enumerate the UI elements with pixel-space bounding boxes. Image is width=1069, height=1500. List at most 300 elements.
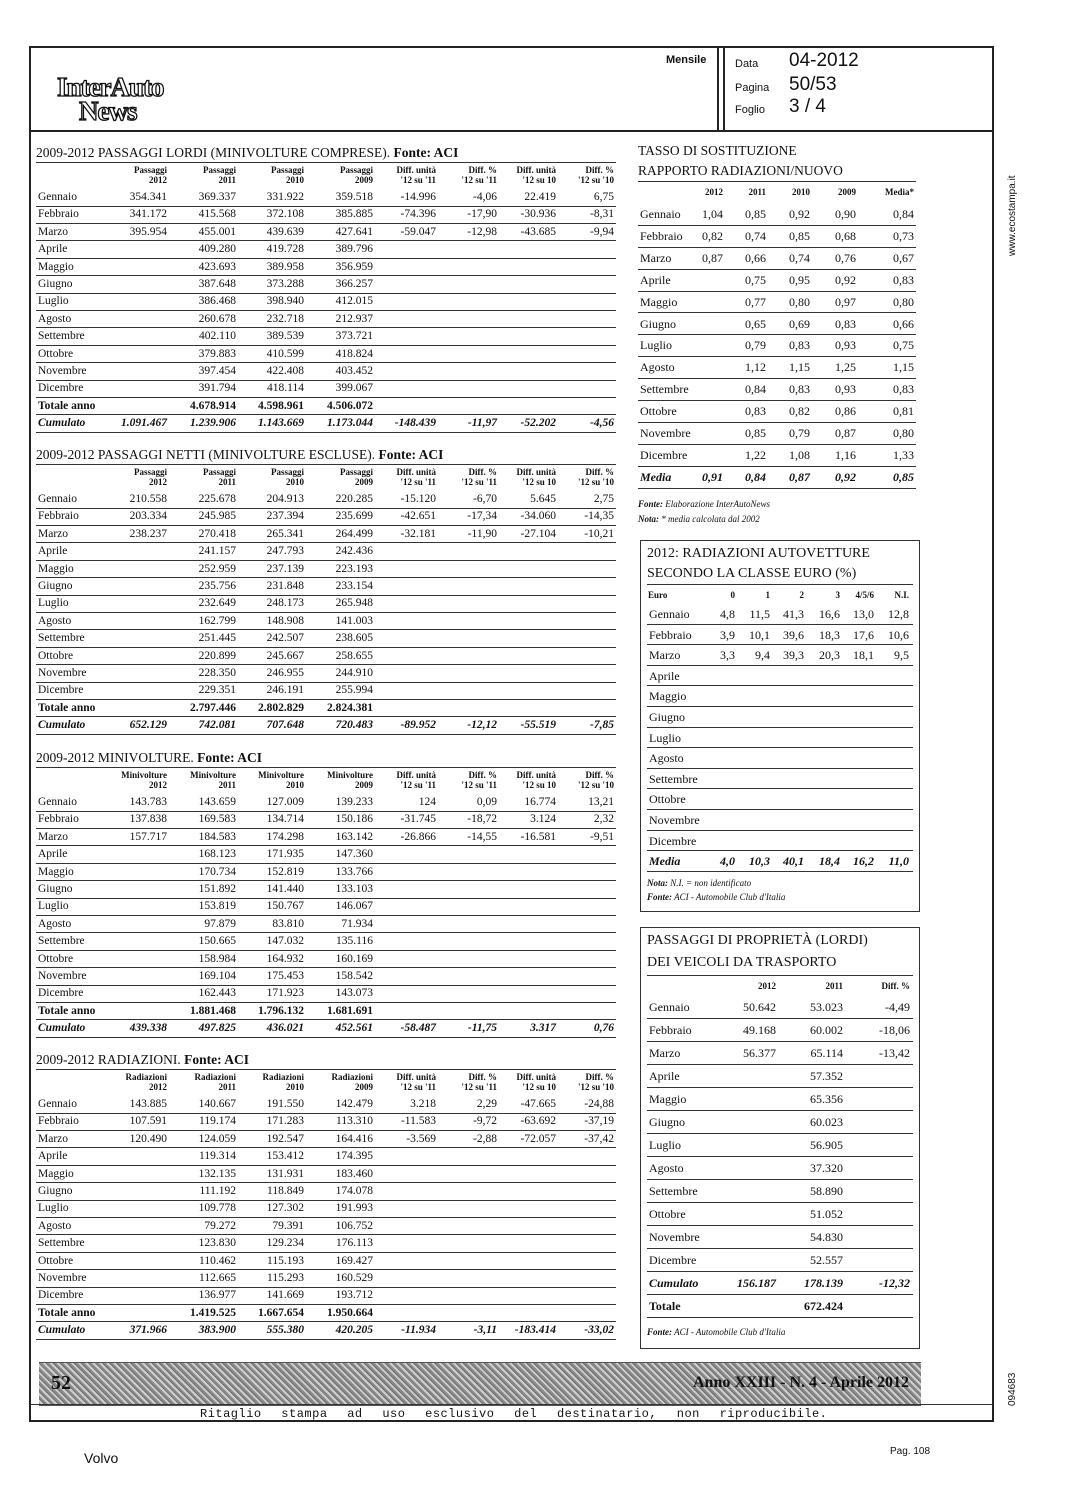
table-cell: 176.113 [336, 1237, 373, 1250]
table-cell: 162.799 [198, 614, 236, 627]
euro-column-header: N.I. [894, 590, 909, 600]
table-cell: 79.272 [204, 1219, 236, 1232]
table-row [36, 846, 616, 864]
row-label: Cumulato [38, 1324, 86, 1337]
table-cell: -9,72 [473, 1115, 497, 1128]
table-cell: -12,98 [467, 225, 497, 238]
table-cell: 270.418 [198, 527, 236, 540]
table-cell: 231.848 [266, 580, 304, 592]
issue-info: Anno XXIII - N. 4 - Aprile 2012 [692, 1374, 909, 1391]
euro-row [647, 625, 913, 646]
ritaglio-notice: Ritaglio stampa ad uso esclusivo del destinatario, non riproducibile. [200, 1407, 828, 1421]
tasso-row [638, 379, 916, 401]
euro-row [647, 851, 913, 872]
euro-column-header: 3 [835, 590, 840, 600]
table-cell: 6,75 [593, 191, 614, 203]
table-cell: 255.994 [335, 684, 373, 697]
proprieta-cell: 57.352 [810, 1069, 843, 1083]
table-cell: 386.468 [198, 295, 236, 308]
table-cell: 174.395 [335, 1150, 373, 1163]
table-cell: -37,19 [584, 1115, 614, 1128]
tasso-cell: 0,69 [789, 316, 810, 331]
euro-row-label: Marzo [649, 648, 681, 663]
tasso-cell: 1,33 [893, 447, 914, 462]
column-header-line2: '12 su '11 [400, 780, 436, 790]
table-cell: 439.338 [129, 1022, 167, 1035]
foglio-value: 3 / 4 [789, 96, 826, 117]
table-row [36, 1200, 616, 1218]
column-header-line1: Diff. unità [396, 467, 436, 477]
proprieta-column-header: 2012 [758, 981, 776, 991]
table-cell: 169.583 [198, 813, 236, 826]
column-header-line1: Passaggi [339, 467, 373, 477]
tasso-cell: 0,83 [835, 316, 856, 331]
table-cell: 399.067 [335, 382, 373, 395]
proprieta-row-label: Marzo [649, 1046, 681, 1060]
table-cell: 97.879 [204, 917, 236, 930]
tasso-row-label: Agosto [640, 360, 675, 375]
table-cell: 225.678 [198, 493, 236, 505]
table-cell: 151.892 [198, 883, 236, 895]
table-row [36, 1253, 616, 1271]
row-label: Totale anno [38, 399, 96, 412]
proprieta-cell: 51.052 [810, 1207, 843, 1221]
column-header [92, 165, 167, 185]
column-header-line1: Passaggi [270, 467, 304, 477]
header-info-inner [723, 46, 992, 130]
column-header-line2: '12 su '11 [461, 1082, 497, 1092]
table-cell: -42.651 [400, 510, 436, 523]
table-cell: 220.899 [198, 649, 236, 662]
table-row [36, 1096, 616, 1114]
column-header [92, 770, 167, 790]
euro-nota-label: Nota: [647, 878, 668, 888]
tasso-cell: 0,85 [745, 207, 766, 221]
tasso-cell: 0,87 [789, 469, 810, 484]
table-cell: 389.539 [266, 330, 304, 343]
table-source: Fonte: ACI [184, 1052, 249, 1067]
euro-title-line2: SECONDO LA CLASSE EURO (%) [647, 566, 857, 581]
row-label: Novembre [38, 970, 87, 982]
column-header-line1: Passaggi [133, 467, 167, 477]
tasso-title-line1: TASSO DI SOSTITUZIONE [638, 143, 797, 158]
euro-row-label: Ottobre [649, 792, 686, 807]
proprieta-row-label: Dicembre [649, 1253, 697, 1267]
proprieta-row [647, 1134, 913, 1157]
tasso-cell: 0,77 [745, 294, 766, 309]
table-cell: 127.009 [266, 796, 304, 808]
table-cell: 4.506.072 [327, 399, 373, 412]
table-cell: 139.233 [335, 796, 373, 808]
proprieta-row [647, 1249, 913, 1272]
table-cell: 371.966 [129, 1324, 167, 1337]
table-cell: 1.667.654 [258, 1306, 304, 1319]
row-label: Settembre [38, 632, 85, 645]
euro-cell: 39,6 [783, 627, 804, 642]
table-cell: 237.139 [266, 562, 304, 575]
table-cell: 158.542 [335, 970, 373, 982]
column-header-line2: '12 su '11 [461, 175, 497, 185]
table-cell: 115.293 [267, 1272, 304, 1284]
table-cell: 142.479 [335, 1098, 373, 1110]
table-cell: -183.414 [514, 1324, 556, 1337]
tasso-row [638, 357, 916, 379]
table-cell: -18,72 [467, 813, 497, 826]
row-label: Cumulato [38, 1022, 86, 1035]
table-cell: 398.940 [266, 295, 304, 308]
row-label: Ottobre [38, 952, 74, 965]
table-cell: 168.123 [198, 848, 236, 861]
table-cell: 132.135 [198, 1167, 236, 1180]
table-cell: 169.427 [335, 1254, 373, 1267]
table-row [36, 1113, 616, 1131]
tasso-row-label: Settembre [640, 382, 689, 397]
tasso-row-label: Giugno [640, 316, 676, 331]
table-cell: 153.412 [266, 1150, 304, 1163]
table-cell: -9,94 [590, 225, 614, 238]
euro-cell: 20,3 [819, 648, 840, 663]
column-header-line1: Diff. unità [516, 1072, 556, 1082]
table-row [36, 491, 616, 509]
table-cell: -89.952 [400, 719, 436, 732]
proprieta-row [647, 1226, 913, 1249]
table-cell: 175.453 [266, 970, 304, 982]
table-cell: 150.767 [266, 900, 304, 913]
euro-cell: 18,4 [819, 854, 840, 869]
table-cell: 1.950.664 [327, 1306, 373, 1319]
tasso-cell: 0,67 [893, 250, 914, 265]
table-cell: 135.116 [336, 935, 373, 948]
table-cell: 153.819 [198, 900, 236, 913]
table-row [36, 811, 616, 829]
table-cell: -3,11 [473, 1324, 497, 1337]
tasso-row [638, 292, 916, 314]
column-header-line1: Radiazioni [331, 1072, 373, 1082]
proprieta-cell: -4,49 [885, 1000, 910, 1014]
tasso-cell: 0,91 [702, 469, 723, 484]
table-cell: 3.218 [410, 1098, 436, 1110]
table-cell: -14,35 [584, 510, 614, 523]
euro-cell: 18,1 [853, 648, 874, 663]
row-label: Agosto [38, 614, 72, 627]
table-cell: 1.143.669 [258, 417, 304, 430]
table-cell: 223.193 [335, 562, 373, 575]
table-row [36, 508, 616, 526]
table-cell: 235.699 [335, 510, 373, 523]
table-cell: 422.408 [266, 365, 304, 377]
table-cell: -15.120 [400, 493, 436, 505]
table-cell: 369.337 [198, 191, 236, 203]
row-label: Ottobre [38, 1254, 74, 1267]
ecostampa-text: www.ecostampa.it [1007, 175, 1018, 256]
table-cell: 212.937 [335, 312, 373, 325]
table-cell: -72.057 [520, 1132, 556, 1145]
table-cell: 220.285 [335, 493, 373, 505]
table-cell: -11,97 [467, 417, 497, 430]
table-cell: -33,02 [584, 1324, 614, 1337]
table-cell: 163.142 [335, 830, 373, 843]
table-cell: 143.885 [129, 1098, 167, 1110]
table-row [36, 951, 616, 969]
proprieta-cell: 65.356 [810, 1092, 843, 1106]
table-cell: 387.648 [198, 278, 236, 290]
table-cell: -26.866 [400, 830, 436, 843]
table-title-text: 2009-2012 RADIAZIONI. [36, 1052, 185, 1067]
proprieta-cell: 156.187 [737, 1276, 776, 1290]
column-header-line2: 2012 [149, 175, 167, 185]
tasso-row-label: Novembre [640, 426, 691, 440]
column-header [161, 165, 236, 185]
table-cell: -43.685 [520, 225, 556, 238]
proprieta-row [647, 1157, 913, 1180]
row-label: Settembre [38, 935, 85, 948]
row-label: Novembre [38, 365, 87, 377]
table-cell: -17,34 [467, 510, 497, 523]
column-header-line1: Diff. % [585, 165, 614, 175]
table-cell: 136.977 [198, 1289, 236, 1302]
tasso-row [638, 401, 916, 423]
foglio-label: Foglio [735, 104, 765, 116]
table-cell: 71.934 [341, 917, 373, 930]
column-header-line1: Minivolture [190, 770, 236, 780]
table-cell: 184.583 [198, 830, 236, 843]
table-row [36, 526, 616, 544]
row-label: Marzo [38, 225, 69, 238]
table-cell: 119.314 [199, 1150, 236, 1163]
tasso-cell: 1,15 [789, 360, 810, 375]
tasso-cell: 0,74 [789, 250, 810, 265]
table-cell: 152.819 [266, 865, 304, 878]
column-header-line1: Diff. % [585, 1072, 614, 1082]
data-value: 04-2012 [789, 50, 859, 71]
clipping-code-text: 094683 [1007, 1372, 1018, 1406]
euro-fonte-text: ACI - Automobile Club d'Italia [672, 892, 786, 902]
table-cell: 385.885 [335, 208, 373, 221]
table-row [36, 1322, 616, 1340]
column-header-line2: 2011 [218, 175, 236, 185]
table-cell: 264.499 [335, 527, 373, 540]
page-reference: Pag. 108 [890, 1446, 931, 1457]
table-cell: 141.440 [266, 883, 304, 895]
table-row [36, 561, 616, 579]
tasso-row-label: Marzo [640, 250, 672, 265]
table-cell: 191.550 [266, 1098, 304, 1110]
interautonews-logo [57, 72, 164, 130]
euro-fonte [647, 892, 785, 902]
table-row [36, 968, 616, 986]
table-cell: 79.391 [272, 1219, 304, 1232]
tasso-cell: 0,84 [745, 382, 766, 397]
frequency-label: Mensile [666, 54, 707, 66]
proprieta-row-label: Novembre [649, 1230, 700, 1244]
column-header-line1: Diff. % [585, 770, 614, 780]
column-header-line2: '12 su '11 [400, 477, 436, 487]
table-cell: 258.655 [335, 649, 373, 662]
proprieta-row-label: Aprile [649, 1069, 680, 1083]
table-cell: 120.490 [129, 1132, 167, 1145]
row-label: Marzo [38, 527, 69, 540]
table-cell: 113.310 [336, 1115, 373, 1128]
clipping-code [1005, 1360, 1021, 1410]
table-row [36, 1020, 616, 1038]
table-cell: 366.257 [335, 278, 373, 290]
table-title-text: 2009-2012 PASSAGGI LORDI (MINIVOLTURE COMPRESE). [36, 145, 394, 160]
tasso-cell: 0,87 [835, 426, 856, 440]
table-cell: -58.487 [400, 1022, 436, 1035]
table-cell: -4,56 [590, 417, 614, 430]
table-cell: 1.173.044 [327, 417, 373, 430]
column-header-line1: Minivolture [121, 770, 167, 780]
table-row [36, 293, 616, 311]
proprieta-cell: 49.168 [743, 1023, 776, 1037]
table-cell: -11.583 [400, 1115, 436, 1128]
table-row [36, 881, 616, 899]
row-label: Luglio [38, 597, 69, 610]
table-cell: 265.948 [335, 597, 373, 610]
table-row [36, 1166, 616, 1184]
tasso-cell: 0,83 [893, 272, 914, 287]
column-header-line2: '12 su '10 [577, 175, 614, 185]
table-cell: 229.351 [198, 684, 236, 697]
title-rule [36, 767, 616, 768]
column-header-line2: '12 su '11 [400, 1082, 436, 1092]
table-cell: 232.718 [266, 312, 304, 325]
table-row [36, 346, 616, 364]
data-label: Data [735, 58, 759, 70]
table-title [36, 750, 262, 766]
tasso-row-label: Dicembre [640, 447, 688, 462]
tasso-cell: 0,80 [893, 294, 914, 309]
table-cell: 192.547 [266, 1132, 304, 1145]
table-cell: 373.721 [335, 330, 373, 343]
table-cell: 265.341 [266, 527, 304, 540]
title-rule [36, 1069, 616, 1070]
table-cell: 555.380 [266, 1324, 304, 1337]
column-header-line2: '12 su 10 [522, 1082, 556, 1092]
table-cell: 720.483 [335, 719, 373, 732]
table-row [36, 985, 616, 1003]
table-cell: 415.568 [198, 208, 236, 221]
column-header-line2: '12 su '10 [577, 477, 614, 487]
column-header [229, 770, 304, 790]
row-label: Aprile [38, 848, 68, 861]
table-cell: 133.103 [335, 883, 373, 895]
table-cell: 354.341 [129, 191, 167, 203]
column-header-line1: Diff. % [468, 467, 497, 477]
euro-cell: 3,9 [720, 627, 735, 642]
tasso-cell: 0,92 [789, 207, 810, 221]
table-cell: 418.114 [267, 382, 304, 395]
table-cell: 246.191 [266, 684, 304, 697]
proprieta-row-label: Luglio [649, 1138, 681, 1152]
euro-cell: 12,8 [888, 607, 909, 621]
euro-cell: 16,2 [853, 854, 874, 869]
table-cell: 123.830 [198, 1237, 236, 1250]
euro-cell: 9,4 [755, 648, 770, 663]
title-rule [36, 464, 616, 465]
column-header-line1: Diff. % [468, 1072, 497, 1082]
proprieta-fonte-label: Fonte: [647, 1327, 673, 1337]
table-cell: 423.693 [198, 260, 236, 273]
table-cell: 124.059 [198, 1132, 236, 1145]
table-cell: 0,09 [476, 796, 497, 808]
euro-cell: 10,1 [749, 627, 770, 642]
row-label: Aprile [38, 1150, 68, 1163]
row-label: Dicembre [38, 1289, 84, 1302]
table-cell: 0,76 [593, 1022, 614, 1035]
euro-row-label: Dicembre [649, 833, 697, 848]
table-cell: -30.936 [520, 208, 556, 221]
tasso-cell: 0,76 [835, 250, 856, 265]
row-label: Luglio [38, 900, 69, 913]
row-label: Febbraio [38, 208, 79, 221]
table-cell: -8,31 [590, 208, 614, 221]
tasso-nota-text: * media calcolata dal 2002 [659, 513, 760, 524]
table-row [36, 1183, 616, 1201]
column-header-line1: Minivolture [327, 770, 373, 780]
proprieta-cell: -18,06 [879, 1023, 910, 1037]
table-cell: 409.280 [198, 243, 236, 256]
table-row [36, 595, 616, 613]
table-cell: 2,32 [593, 813, 614, 826]
proprieta-row [647, 996, 913, 1019]
table-cell: -11.934 [401, 1324, 436, 1337]
table-cell: 83.810 [272, 917, 304, 930]
table-cell: 16.774 [524, 796, 556, 808]
tasso-cell: 0,84 [745, 469, 766, 484]
table-row [36, 363, 616, 381]
column-header-line2: '12 su 10 [522, 477, 556, 487]
row-label: Gennaio [38, 796, 77, 808]
table-cell: 397.454 [198, 365, 236, 377]
proprieta-cell: 54.830 [810, 1230, 843, 1244]
column-header-line1: Passaggi [202, 467, 236, 477]
table-cell: 228.350 [198, 667, 236, 679]
tasso-row-label: Ottobre [640, 404, 677, 419]
row-label: Febbraio [38, 510, 79, 523]
table-row [36, 328, 616, 346]
euro-cell: 4,0 [720, 854, 735, 869]
euro-column-header: 0 [730, 590, 735, 600]
proprieta-row [647, 1295, 913, 1318]
table-cell: 2.802.829 [258, 701, 304, 714]
row-label: Luglio [38, 295, 69, 308]
tasso-fonte-text: Elaborazione InterAutoNews [663, 498, 771, 509]
euro-cell: 40,1 [783, 854, 804, 869]
table-cell: 1.091.467 [121, 417, 167, 430]
table-cell: 193.712 [335, 1289, 373, 1302]
table-row [36, 189, 616, 207]
euro-row-label: Maggio [649, 689, 687, 704]
euro-cell: 3,3 [720, 648, 735, 663]
table-cell: 238.237 [129, 527, 167, 540]
table-cell: 157.717 [129, 830, 167, 843]
euro-row [647, 686, 913, 707]
table-cell: 169.104 [198, 970, 236, 982]
euro-row-label: Novembre [649, 813, 700, 827]
proprieta-row [647, 1088, 913, 1111]
table-cell: -2,88 [473, 1132, 497, 1145]
table-cell: 341.172 [129, 208, 167, 221]
table-row [36, 543, 616, 561]
table-cell: 452.561 [335, 1022, 373, 1035]
table-row [36, 578, 616, 596]
tasso-cell: 1,12 [745, 360, 766, 375]
table-cell: 5.645 [530, 493, 556, 505]
tasso-cell: 0,92 [835, 469, 856, 484]
row-label: Gennaio [38, 493, 77, 505]
table-title [36, 1052, 249, 1068]
